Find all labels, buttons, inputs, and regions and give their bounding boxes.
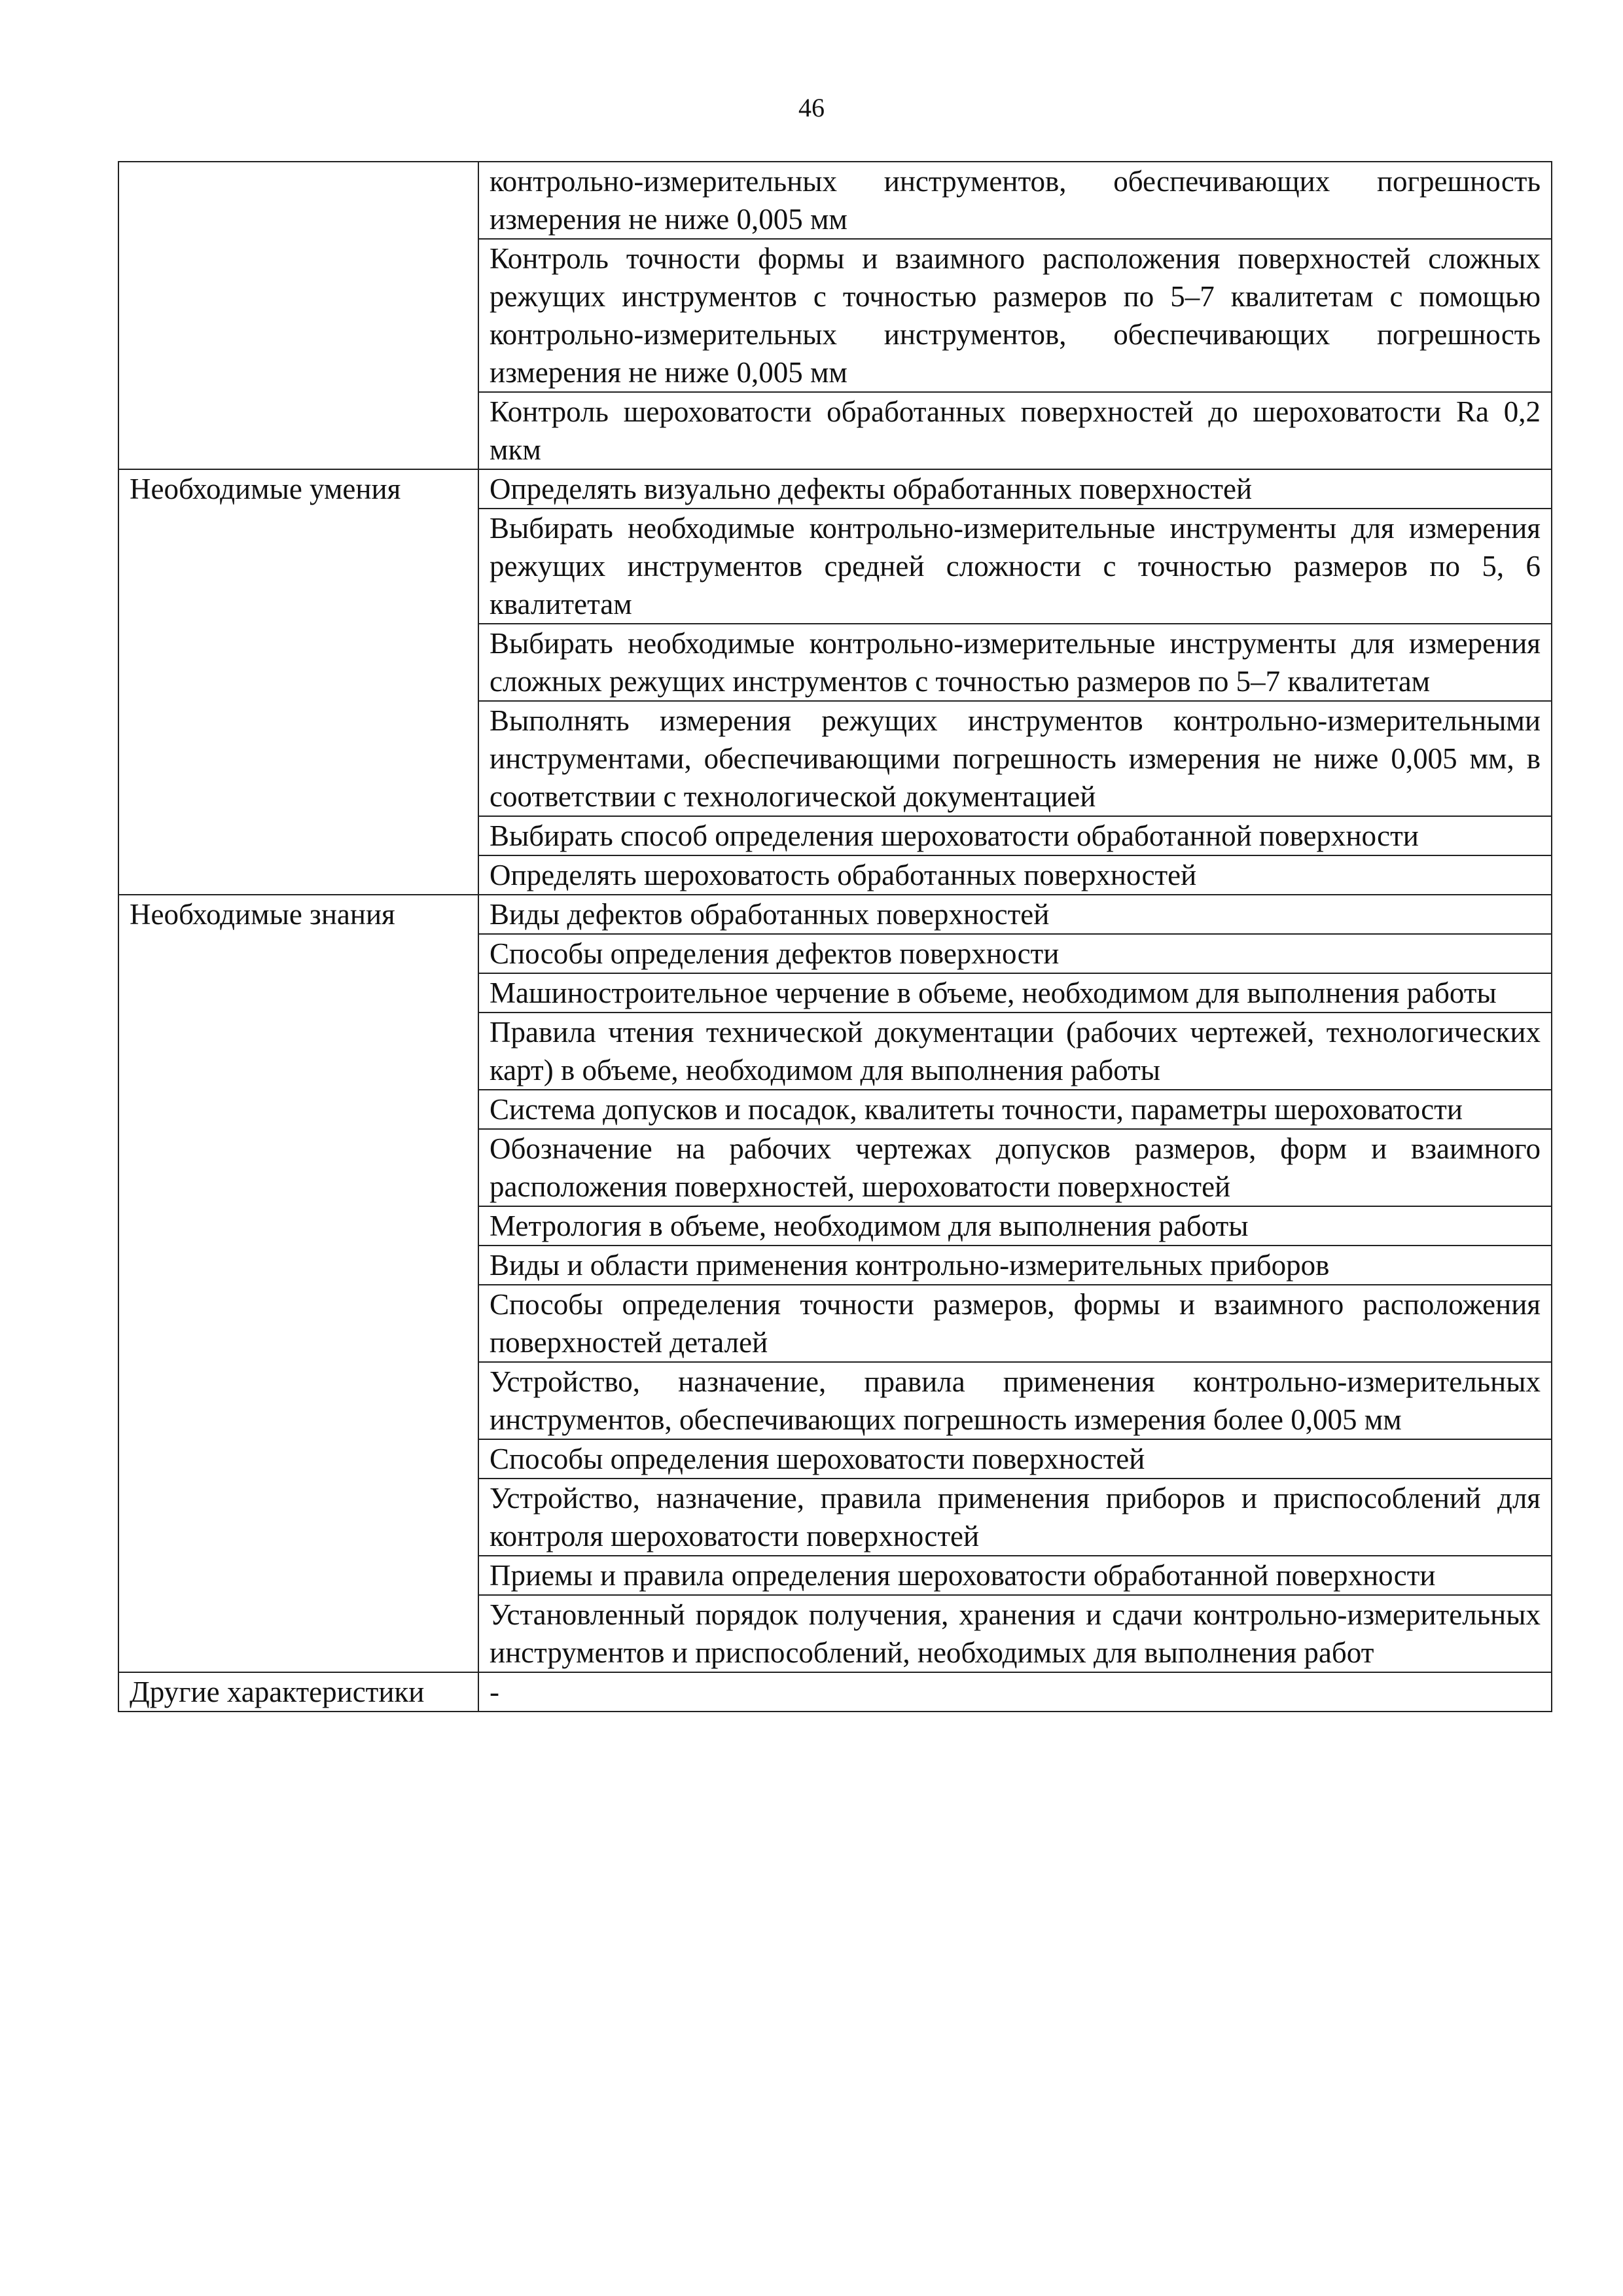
table-cell: Правила чтения технической документации (рабочих чертежей, технологических карт) в объеме, необходимом для выполнения работы (478, 1013, 1552, 1090)
other-value: - (478, 1672, 1552, 1712)
table-cell: Установленный порядок получения, хранения и сдачи контрольно-измерительных инструментов и приспособлений, необходимых для выполнения работ (478, 1595, 1552, 1672)
table-cell: контрольно-измерительных инструментов, обеспечивающих погрешность измерения не ниже 0,005 мм (478, 162, 1552, 239)
table-row (118, 895, 1552, 934)
empty-label-cell (118, 162, 478, 469)
table-row (118, 469, 1552, 509)
table-cell: Приемы и правила определения шероховатости обработанной поверхности (478, 1556, 1552, 1595)
table-cell: Обозначение на рабочих чертежах допусков размеров, форм и взаимного расположения поверхностей, шероховатости поверхностей (478, 1129, 1552, 1206)
table-cell: Определять шероховатость обработанных поверхностей (478, 855, 1552, 895)
other-label: Другие характеристики (118, 1672, 478, 1712)
table-row (118, 162, 1552, 239)
table-cell: Выбирать необходимые контрольно-измерительные инструменты для измерения сложных режущих инструментов с точностью размеров по 5–7 квалитетам (478, 624, 1552, 701)
table-cell: Машиностроительное черчение в объеме, необходимом для выполнения работы (478, 973, 1552, 1013)
table-cell: Выбирать необходимые контрольно-измерительные инструменты для измерения режущих инструментов средней сложности с точностью размеров по 5, 6 квалитетам (478, 509, 1552, 624)
table-cell: Выполнять измерения режущих инструментов контрольно-измерительными инструментами, обеспечивающими погрешность измерения не ниже 0,005 мм, в соответствии с технологической документацией (478, 701, 1552, 816)
table-cell: Метрология в объеме, необходимом для выполнения работы (478, 1206, 1552, 1246)
table-cell: Способы определения шероховатости поверхностей (478, 1439, 1552, 1479)
competency-table (118, 161, 1552, 1712)
table-cell: Виды дефектов обработанных поверхностей (478, 895, 1552, 934)
table-row (118, 1672, 1552, 1712)
table-cell: Способы определения дефектов поверхности (478, 934, 1552, 973)
table-cell: Устройство, назначение, правила применения контрольно-измерительных инструментов, обеспечивающих погрешность измерения более 0,005 мм (478, 1362, 1552, 1439)
table-cell: Контроль шероховатости обработанных поверхностей до шероховатости Ra 0,2 мкм (478, 392, 1552, 469)
skills-label: Необходимые умения (118, 469, 478, 895)
table-cell: Способы определения точности размеров, формы и взаимного расположения поверхностей деталей (478, 1285, 1552, 1362)
table-cell: Виды и области применения контрольно-измерительных приборов (478, 1246, 1552, 1285)
table-cell: Контроль точности формы и взаимного расположения поверхностей сложных режущих инструментов с точностью размеров по 5–7 квалитетам с помощью контрольно-измерительных инструментов, обеспечивающих погрешность измерения не ниже 0,005 мм (478, 239, 1552, 392)
table-cell: Выбирать способ определения шероховатости обработанной поверхности (478, 816, 1552, 855)
table-cell: Устройство, назначение, правила применения приборов и приспособлений для контроля шероховатости поверхностей (478, 1479, 1552, 1556)
table-cell: Система допусков и посадок, квалитеты точности, параметры шероховатости (478, 1090, 1552, 1129)
table-cell: Определять визуально дефекты обработанных поверхностей (478, 469, 1552, 509)
page-number: 46 (798, 93, 825, 122)
knowledge-label: Необходимые знания (118, 895, 478, 1672)
